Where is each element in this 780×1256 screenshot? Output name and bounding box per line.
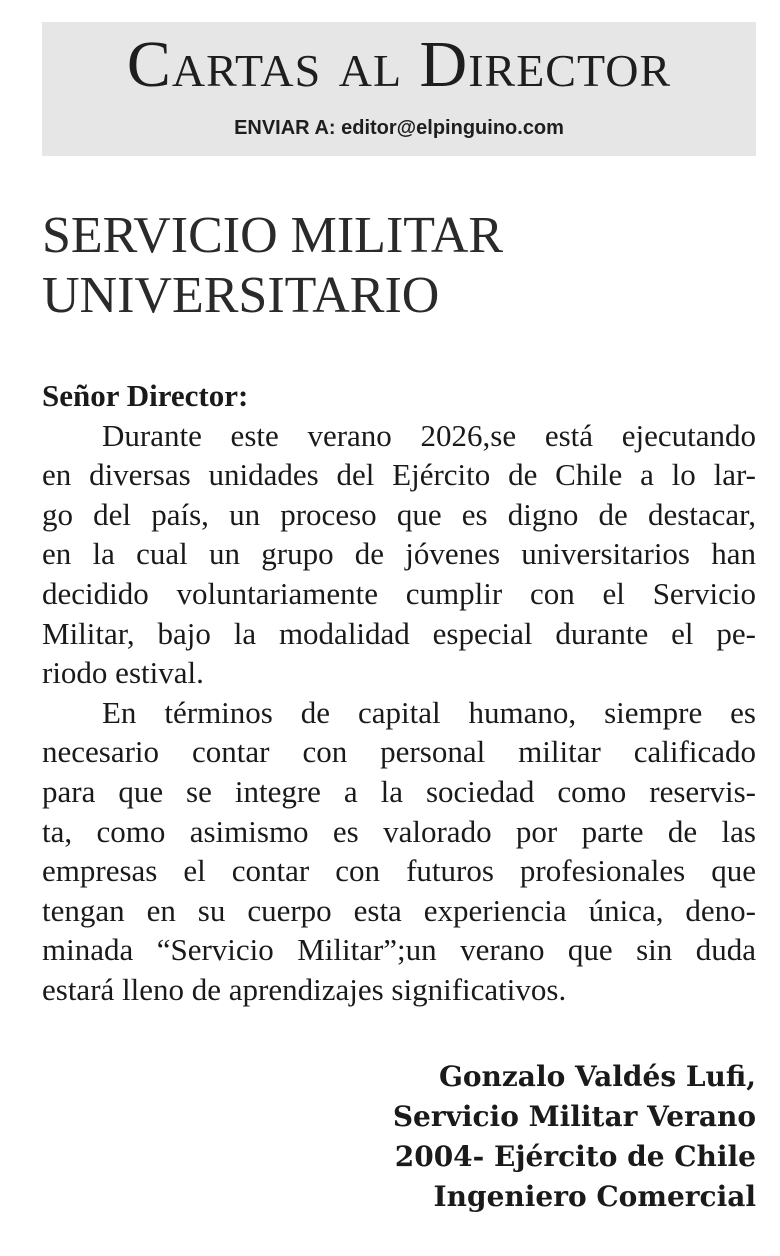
signature-line-2: Servicio Militar Verano (392, 1100, 756, 1133)
signature-line-4: Ingeniero Comercial (433, 1180, 756, 1213)
body-line: riodo estival. (42, 655, 204, 691)
body-line: En términos de capital humano, siempre es (102, 694, 756, 730)
signature-name: Gonzalo Valdés Lufi, (438, 1060, 756, 1093)
section-header (42, 22, 756, 156)
salutation: Señor Director: (42, 378, 249, 413)
body-line: decidido voluntariamente cumplir con el Servicio (42, 575, 756, 611)
body-line: Militar, bajo la modalidad especial durante el pe- (42, 615, 756, 651)
body-line: ta, como asimismo es valorado por parte de las (42, 813, 756, 849)
body-line: en la cual un grupo de jóvenes universitarios han (42, 536, 756, 572)
body-line: tengan en su cuerpo esta experiencia única, deno- (42, 892, 756, 928)
body-line: en diversas unidades del Ejército de Chile a lo lar- (42, 457, 756, 493)
letter-headline (42, 206, 756, 326)
signature-line-3: 2004- Ejército de Chile (394, 1140, 756, 1173)
body-line: empresas el contar con futuros profesionales que (42, 853, 756, 889)
letter-signature (393, 1057, 756, 1217)
headline-line-1: SERVICIO MILITAR (42, 207, 504, 264)
section-title: Cartas al Director (126, 28, 672, 101)
body-line: estará lleno de aprendizajes significativos. (42, 971, 567, 1007)
headline-line-2: UNIVERSITARIO (42, 267, 440, 324)
body-line: necesario contar con personal militar calificado (42, 734, 756, 770)
body-line: para que se integre a la sociedad como reservis- (42, 773, 756, 809)
body-line: minada “Servicio Militar”;un verano que sin duda (42, 932, 756, 968)
send-to-email: ENVIAR A: editor@elpinguino.com (234, 117, 564, 139)
letter-body (42, 376, 756, 1010)
body-line: Durante este verano 2026,se está ejecutando (102, 417, 756, 453)
body-line: go del país, un proceso que es digno de destacar, (42, 496, 756, 532)
